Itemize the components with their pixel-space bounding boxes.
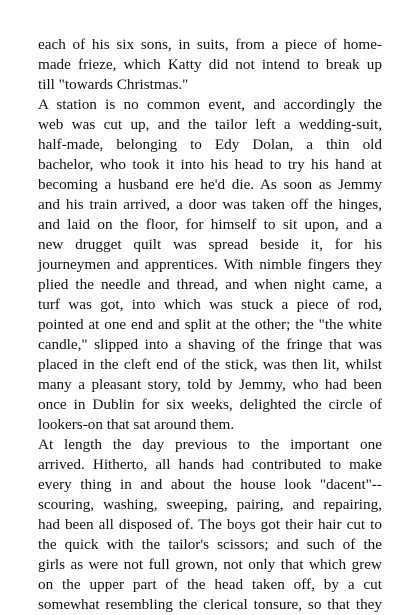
text-line: plied the needle and thread, and when night came, a: [38, 276, 382, 293]
paragraph-2: [38, 95, 382, 435]
text-line: journeymen and apprentices. With nimble fingers they: [38, 256, 382, 273]
text-line: candle," slipped into a shaving of the fringe that was: [38, 336, 382, 353]
text-line: A station is no common event, and accordingly the: [38, 96, 382, 113]
page-text: [38, 35, 382, 615]
text-line: girls as were not full grown, not only that which grew: [38, 556, 382, 573]
text-line: becoming a husband ere he'd die. As soon as Jemmy: [38, 176, 382, 193]
paragraph-3: [38, 435, 382, 615]
text-line: and laid on the floor, for himself to sit upon, and a: [38, 216, 382, 233]
text-line: had been all disposed of. The boys got their hair cut to: [38, 516, 382, 533]
text-line: somewhat resembling the clerical tonsure, so that they: [38, 596, 382, 613]
text-line: new drugget quilt was spread beside it, for his: [38, 236, 382, 253]
text-line: the quick with the tailor's scissors; and such of the: [38, 536, 382, 553]
text-line: placed in the cleft end of the stick, was then lit, whilst: [38, 356, 382, 373]
text-line: many a pleasant story, told by Jemmy, who had been: [38, 376, 382, 393]
text-line: At length the day previous to the important one: [38, 436, 382, 453]
text-line: once in Dublin for six weeks, delighted the circle of: [38, 396, 382, 413]
paragraph-1: [38, 35, 382, 95]
text-line: each of his six sons, in suits, from a piece of home-: [38, 36, 382, 53]
text-line: made frieze, which Katty did not intend to break up: [38, 56, 382, 73]
text-line: and his train arrived, a door was taken off the hinges,: [38, 196, 382, 213]
text-line: web was cut up, and the tailor left a wedding-suit,: [38, 116, 382, 133]
text-line: arrived. Hitherto, all hands had contributed to make: [38, 456, 382, 473]
text-line: scouring, washing, sweeping, pairing, and repairing,: [38, 496, 382, 513]
text-line: half-made, belonging to Edy Dolan, a thin old: [38, 136, 382, 153]
text-line: bachelor, who took it into his head to try his hand at: [38, 156, 382, 173]
text-line: on the upper part of the head taken off, by a cut: [38, 576, 382, 593]
text-line: every thing in and about the house look "dacent"--: [38, 476, 382, 493]
text-line: turf was got, into which was stuck a piece of rod,: [38, 296, 382, 313]
text-line: pointed at one end and split at the other; the "the white: [38, 316, 382, 333]
text-line: till "towards Christmas.": [38, 76, 189, 93]
text-line: lookers-on that sat around them.: [38, 416, 235, 433]
